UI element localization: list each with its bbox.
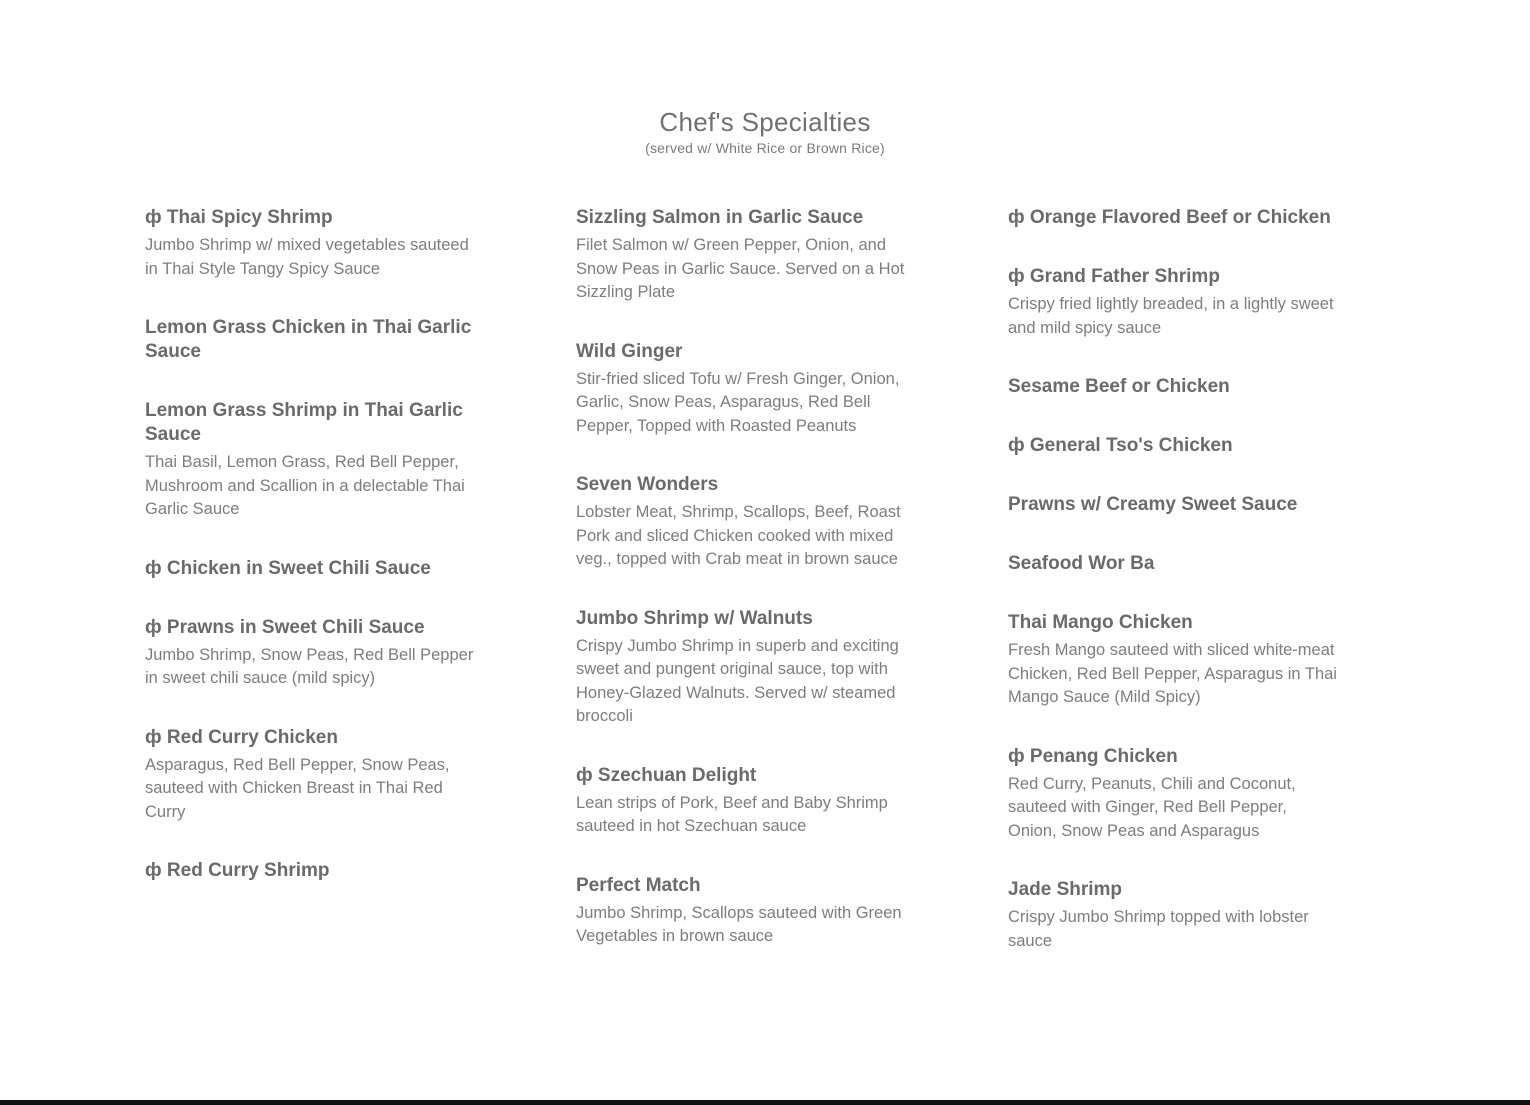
menu-item-name: ф Red Curry Shrimp (145, 860, 330, 881)
menu-item (1008, 434, 1338, 458)
menu-item-name: Seafood Wor Ba (1008, 553, 1155, 574)
menu-item (145, 316, 475, 364)
menu-item-name: ф Prawns in Sweet Chili Sauce (145, 616, 425, 638)
menu-item-name: Sizzling Salmon in Garlic Sauce (576, 207, 864, 228)
menu-item-name: Jade Shrimp (1008, 879, 1123, 900)
menu-column-1 (145, 206, 475, 918)
menu-item-name: Sesame Beef or Chicken (1008, 376, 1230, 397)
menu-item-name: ф Orange Flavored Beef or Chicken (1008, 207, 1331, 228)
menu-item-name: ф Grand Father Shrimp (1008, 266, 1220, 287)
menu-item (576, 340, 906, 439)
menu-item (145, 726, 475, 825)
menu-header (0, 105, 1530, 157)
menu-item-description: Fresh Mango sauteed with sliced white-meat Chicken, Red Bell Pepper, Asparagus in Thai Mango Sauce (Mild Spicy) (1008, 641, 1337, 706)
page-title: Chef's Specialties (659, 107, 871, 137)
menu-item-description: Jumbo Shrimp w/ mixed vegetables sauteed in Thai Style Tangy Spicy Sauce (145, 236, 469, 278)
menu-item (576, 874, 906, 949)
menu-item (1008, 745, 1338, 844)
menu-item (1008, 265, 1338, 340)
footer-divider (0, 1100, 1530, 1105)
menu-item-description: Jumbo Shrimp, Scallops sauteed with Green Vegetables in brown sauce (576, 903, 902, 945)
menu-item-name: Prawns w/ Creamy Sweet Sauce (1008, 494, 1298, 515)
menu-column-2 (576, 206, 906, 984)
menu-column-3 (1008, 206, 1338, 988)
menu-item (1008, 375, 1338, 399)
page-subtitle: (served w/ White Rice or Brown Rice) (645, 140, 885, 156)
menu-item-description: Asparagus, Red Bell Pepper, Snow Peas, sauteed with Chicken Breast in Thai Red Curry (145, 755, 450, 821)
menu-item-name: Thai Mango Chicken (1008, 612, 1193, 633)
menu-item (145, 616, 475, 691)
menu-item-name: Lemon Grass Shrimp in Thai Garlic Sauce (145, 400, 463, 445)
menu-item (145, 557, 475, 581)
menu-item-name: Lemon Grass Chicken in Thai Garlic Sauce (145, 317, 472, 362)
menu-item-description: Red Curry, Peanuts, Chili and Coconut, sauteed with Ginger, Red Bell Pepper, Onion, Snow Peas and Asparagus (1008, 774, 1296, 840)
menu-item-name: Wild Ginger (576, 340, 683, 362)
menu-item-description: Thai Basil, Lemon Grass, Red Bell Pepper, Mushroom and Scallion in a delectable Thai Garlic Sauce (145, 453, 465, 518)
menu-item (576, 473, 906, 572)
menu-item (576, 206, 906, 305)
menu-item-description: Crispy Jumbo Shrimp topped with lobster sauce (1008, 908, 1309, 950)
menu-item (1008, 493, 1338, 517)
menu-item-name: Perfect Match (576, 874, 701, 896)
menu-item-description: Lean strips of Pork, Beef and Baby Shrimp sauteed in hot Szechuan sauce (576, 793, 888, 835)
menu-item (576, 764, 906, 839)
menu-item-name: Jumbo Shrimp w/ Walnuts (576, 607, 813, 629)
menu-item-name: ф Chicken in Sweet Chili Sauce (145, 557, 431, 579)
menu-item-name: ф Szechuan Delight (576, 764, 757, 786)
menu-item (1008, 552, 1338, 576)
menu-item-description: Crispy fried lightly breaded, in a lightly sweet and mild spicy sauce (1008, 295, 1334, 337)
menu-item (1008, 878, 1338, 953)
menu-item (1008, 206, 1338, 230)
menu-item-description: Crispy Jumbo Shrimp in superb and exciting sweet and pungent original sauce, top with Honey-Glazed Walnuts. Served w/ steamed broccoli (576, 636, 899, 725)
menu-item (145, 399, 475, 522)
menu-item-description: Filet Salmon w/ Green Pepper, Onion, and Snow Peas in Garlic Sauce. Served on a Hot Sizzling Plate (576, 236, 905, 301)
menu-item (576, 607, 906, 729)
menu-item-name: Seven Wonders (576, 474, 719, 495)
menu-item (1008, 611, 1338, 710)
menu-item-name: ф Penang Chicken (1008, 745, 1178, 767)
menu-item-description: Jumbo Shrimp, Snow Peas, Red Bell Pepper in sweet chili sauce (mild spicy) (145, 645, 474, 687)
menu-item (145, 206, 475, 281)
menu-item-description: Lobster Meat, Shrimp, Scallops, Beef, Roast Pork and sliced Chicken cooked with mixed veg., topped with Crab meat in brown sauce (576, 503, 901, 568)
menu-item-name: ф Red Curry Chicken (145, 726, 338, 748)
menu-item-description: Stir-fried sliced Tofu w/ Fresh Ginger, Onion, Garlic, Snow Peas, Asparagus, Red Bell Pepper, Topped with Roasted Peanuts (576, 369, 900, 435)
menu-item (145, 859, 475, 883)
menu-item-name: ф General Tso's Chicken (1008, 435, 1233, 456)
menu-item-name: ф Thai Spicy Shrimp (145, 207, 333, 228)
